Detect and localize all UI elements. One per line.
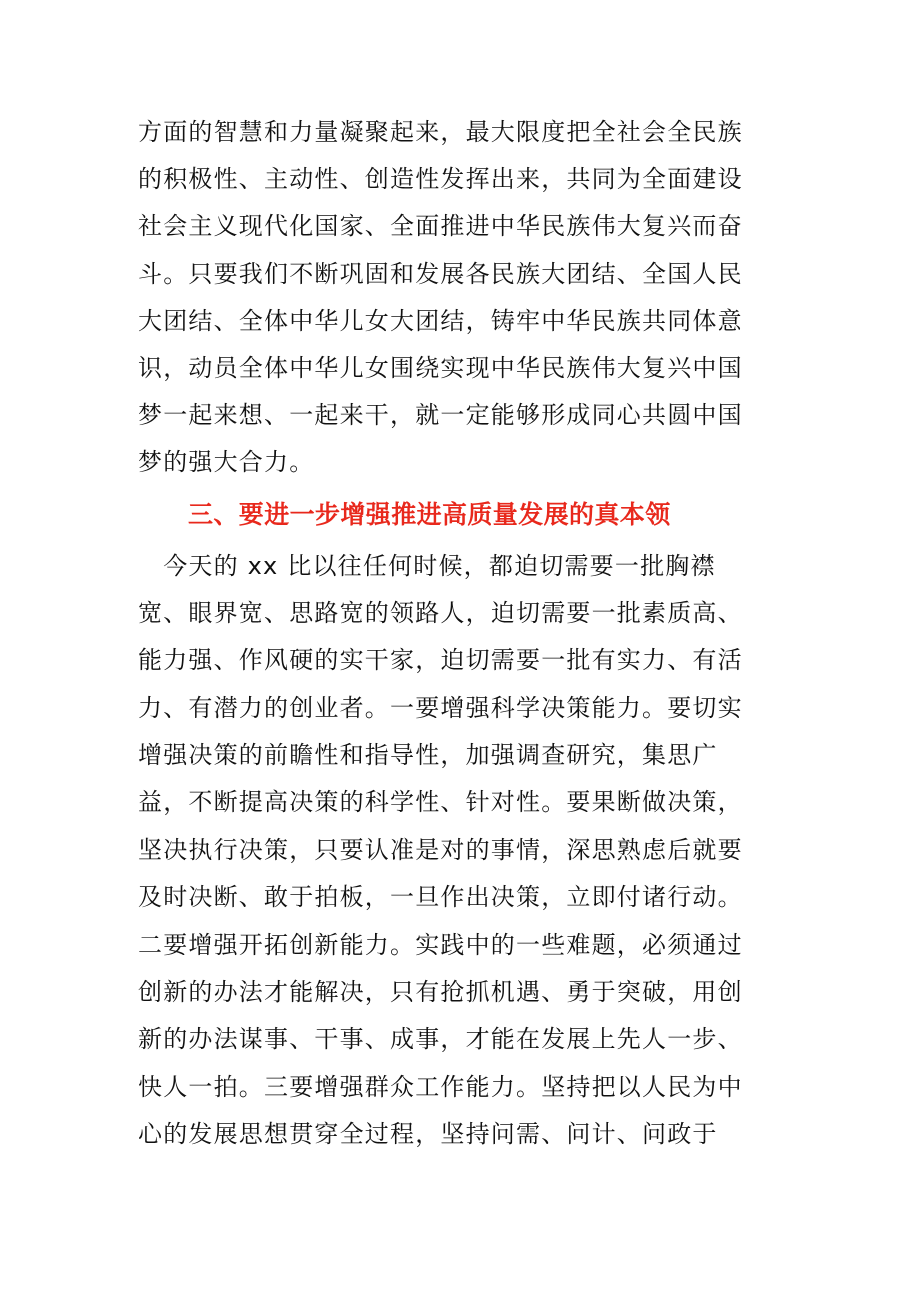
text-line: 创新的办法才能解决，只有抢抓机遇、勇于突破，用创 [138,978,743,1007]
text-line: 今天的 xx 比以往任何时候，都迫切需要一批胸襟 [138,551,716,580]
paragraph-2 [138,543,780,1159]
text-line: 及时决断、敢于拍板，一旦作出决策，立即付诸行动。 [138,883,743,912]
text-line: 力、有潜力的创业者。一要增强科学决策能力。要切实 [138,693,743,722]
text-line: 方面的智慧和力量凝聚起来，最大限度把全社会全民族 [138,118,743,146]
text-line: 大团结、全体中华儿女大团结，铸牢中华民族共同体意 [138,306,743,335]
text-line: 识，动员全体中华儿女围绕实现中华民族伟大复兴中国 [138,353,743,382]
text-line: 二要增强开拓创新能力。实践中的一些难题，必须通过 [138,930,743,959]
text-line: 增强决策的前瞻性和指导性，加强调查研究，集思广 [138,741,718,770]
text-line: 宽、眼界宽、思路宽的领路人，迫切需要一批素质高、 [138,598,743,627]
text-line: 梦一起来想、一起来干，就一定能够形成同心共圆中国 [138,401,743,430]
text-line: 斗。只要我们不断巩固和发展各民族大团结、全国人民 [138,259,743,288]
text-line: 心的发展思想贯穿全过程，坚持问需、问计、问政于 [138,1120,718,1149]
paragraph-1 [138,109,780,487]
text-line: 坚决执行决策，只要认准是对的事情，深思熟虑后就要 [138,835,743,864]
text-line: 社会主义现代化国家、全面推进中华民族伟大复兴而奋 [138,212,743,241]
text-line: 新的办法谋事、干事、成事，才能在发展上先人一步、 [138,1025,743,1054]
document-body [138,109,780,1159]
section-heading: 三、要进一步增强推进高质量发展的真本领 [188,499,671,529]
text-line: 的积极性、主动性、创造性发挥出来，共同为全面建设 [138,165,743,194]
text-line: 能力强、作风硬的实干家，迫切需要一批有实力、有活 [138,646,743,675]
text-line: 益，不断提高决策的科学性、针对性。要果断做决策， [138,788,743,817]
text-line: 快人一拍。三要增强群众工作能力。坚持把以人民为中 [138,1072,743,1101]
text-line: 梦的强大合力。 [138,448,315,477]
